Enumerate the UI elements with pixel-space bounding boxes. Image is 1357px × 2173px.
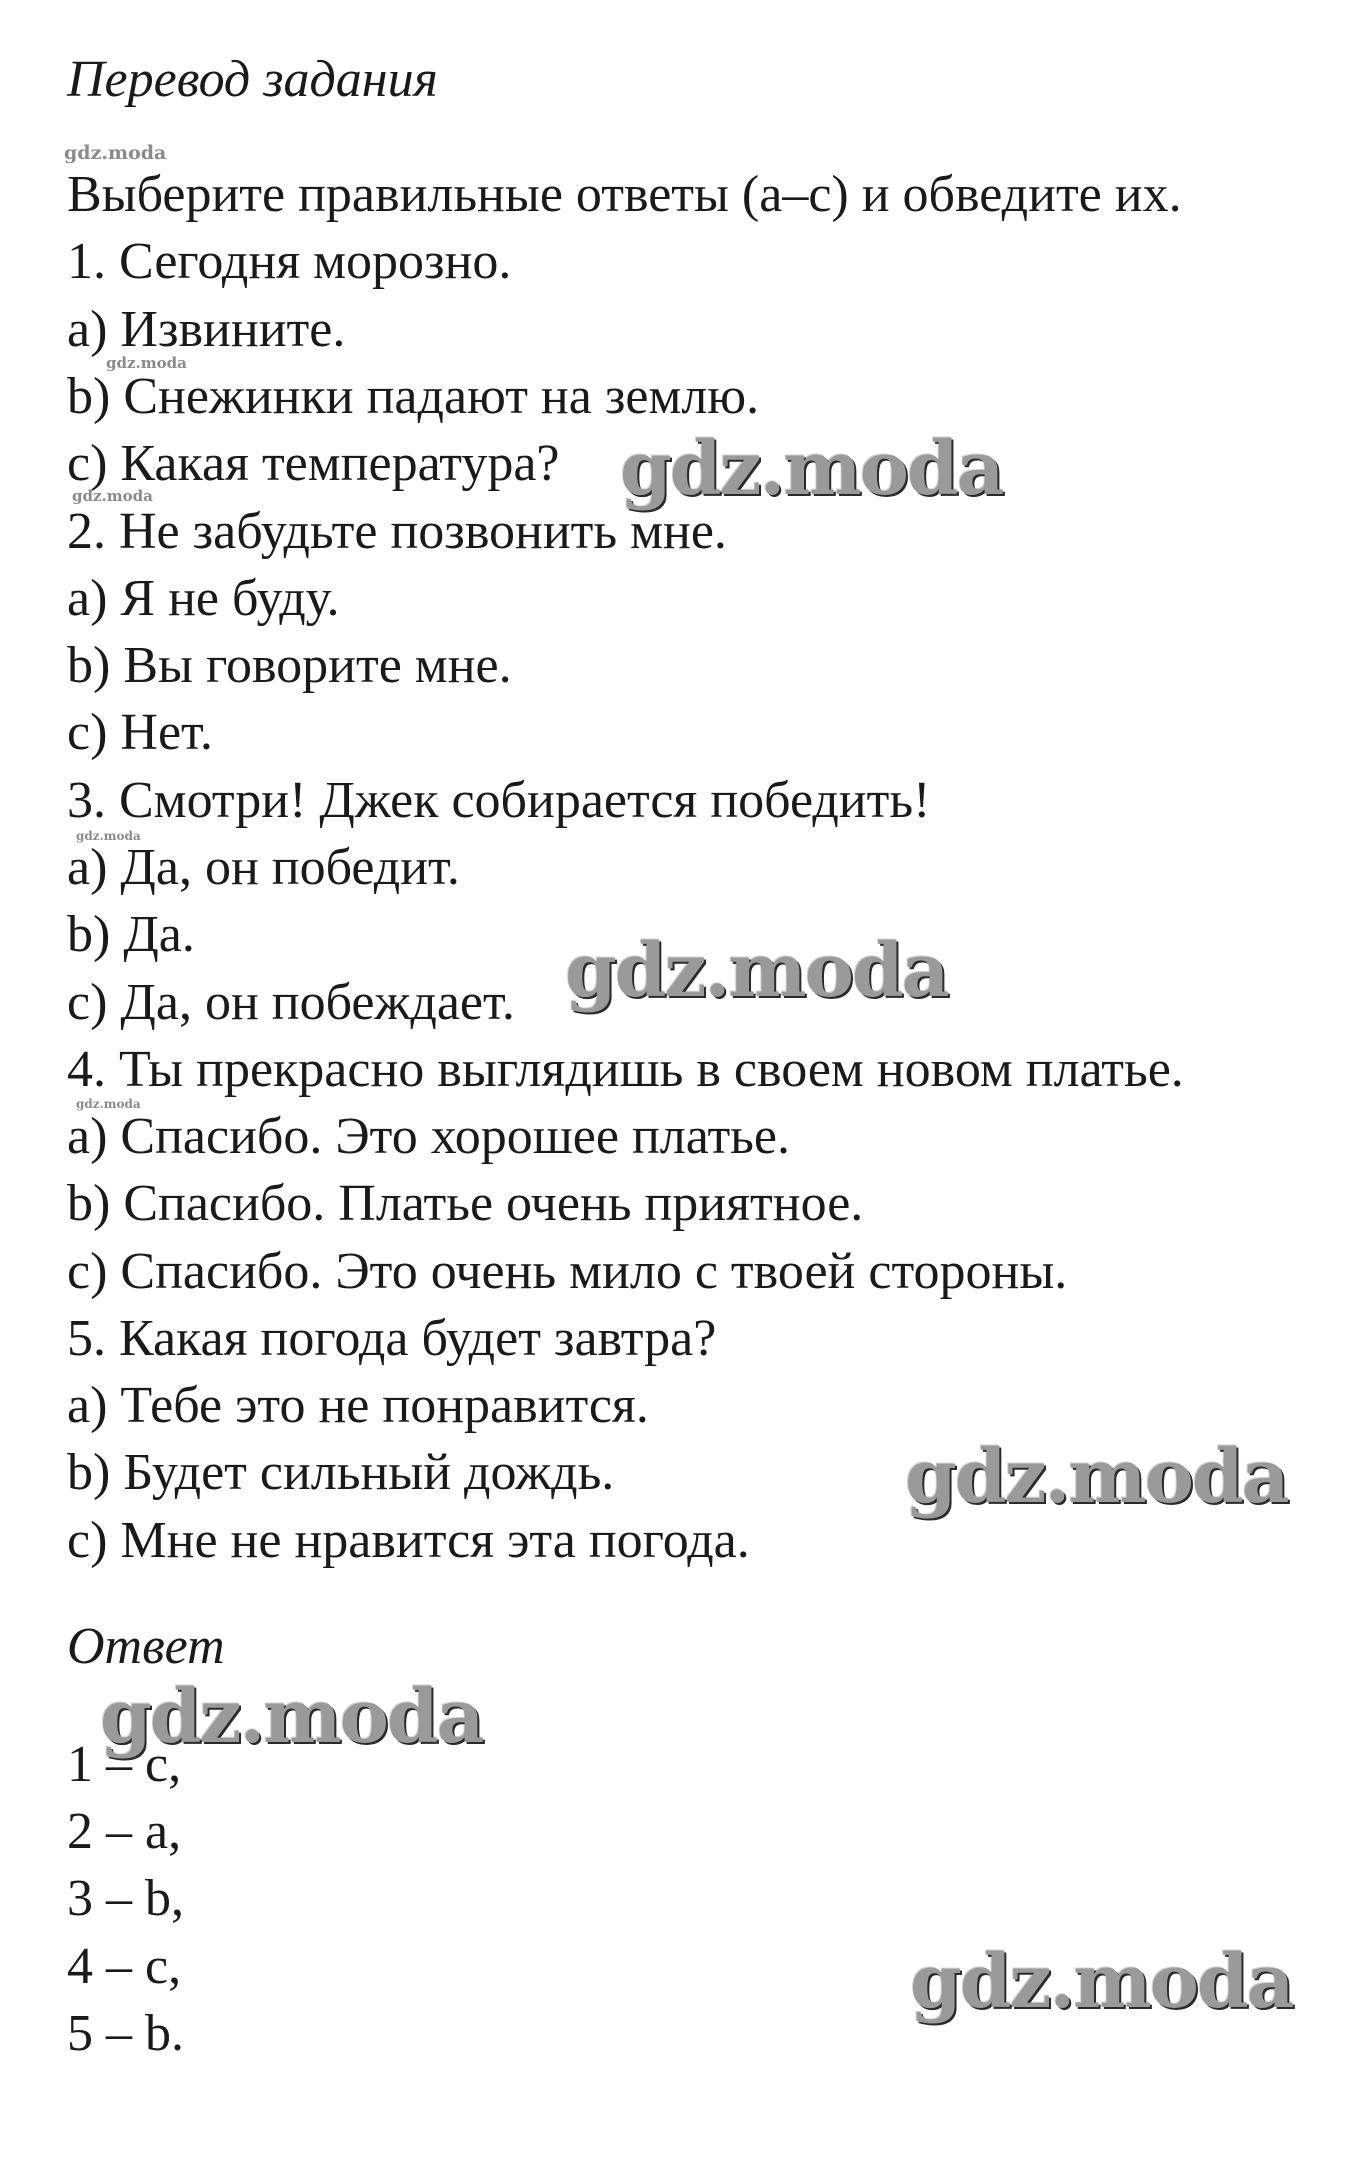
question-3-option-c: c) Да, он побеждает.	[67, 974, 515, 1031]
question-1-option-b: b) Снежинки падают на землю.	[67, 368, 760, 425]
question-2-option-a: a) Я не буду.	[67, 570, 340, 627]
watermark-large-3: gdz.moda	[905, 1434, 1288, 1520]
watermark-small-1: gdz.moda	[64, 142, 167, 164]
question-3-option-b: b) Да.	[67, 906, 195, 963]
answer-heading: Ответ	[67, 1618, 225, 1675]
question-5: 5. Какая погода будет завтра?	[67, 1310, 717, 1367]
question-3-option-a: a) Да, он победит.	[67, 839, 460, 896]
question-2-option-b: b) Вы говорите мне.	[67, 637, 512, 694]
answer-item-1: 1 – c,	[67, 1736, 182, 1793]
question-1-option-a: a) Извините.	[67, 301, 346, 358]
question-1-option-c: c) Какая температура?	[67, 435, 560, 492]
watermark-large-2: gdz.moda	[565, 928, 948, 1014]
watermark-large-4: gdz.moda	[100, 1674, 483, 1760]
question-2-option-c: c) Нет.	[67, 704, 213, 761]
question-4-option-c: c) Спасибо. Это очень мило с твоей стороны.	[67, 1243, 1068, 1300]
watermark-large-5: gdz.moda	[910, 1939, 1293, 2025]
question-3: 3. Смотри! Джек собирается победить!	[67, 772, 931, 829]
watermark-small-5: gdz.moda	[76, 1097, 141, 1111]
task-instruction: Выберите правильные ответы (a–c) и обведите их.	[67, 166, 1182, 223]
watermark-small-3: gdz.moda	[72, 487, 153, 505]
answer-item-3: 3 – b,	[67, 1870, 184, 1927]
watermark-small-4: gdz.moda	[76, 829, 141, 843]
question-4-option-b: b) Спасибо. Платье очень приятное.	[67, 1175, 864, 1232]
question-4: 4. Ты прекрасно выглядишь в своем новом платье.	[67, 1041, 1184, 1098]
task-heading: Перевод задания	[67, 51, 438, 108]
answer-item-2: 2 – a,	[67, 1803, 182, 1860]
watermark-large-1: gdz.moda	[620, 426, 1003, 512]
question-1: 1. Сегодня морозно.	[67, 233, 512, 290]
question-5-option-c: c) Мне не нравится эта погода.	[67, 1512, 750, 1569]
watermark-small-2: gdz.moda	[106, 354, 187, 372]
question-4-option-a: a) Спасибо. Это хорошее платье.	[67, 1108, 790, 1165]
question-5-option-a: a) Тебе это не понравится.	[67, 1377, 649, 1434]
answer-item-4: 4 – c,	[67, 1938, 182, 1995]
question-2: 2. Не забудьте позвонить мне.	[67, 503, 727, 560]
question-5-option-b: b) Будет сильный дождь.	[67, 1444, 615, 1501]
answer-item-5: 5 – b.	[67, 2005, 184, 2062]
